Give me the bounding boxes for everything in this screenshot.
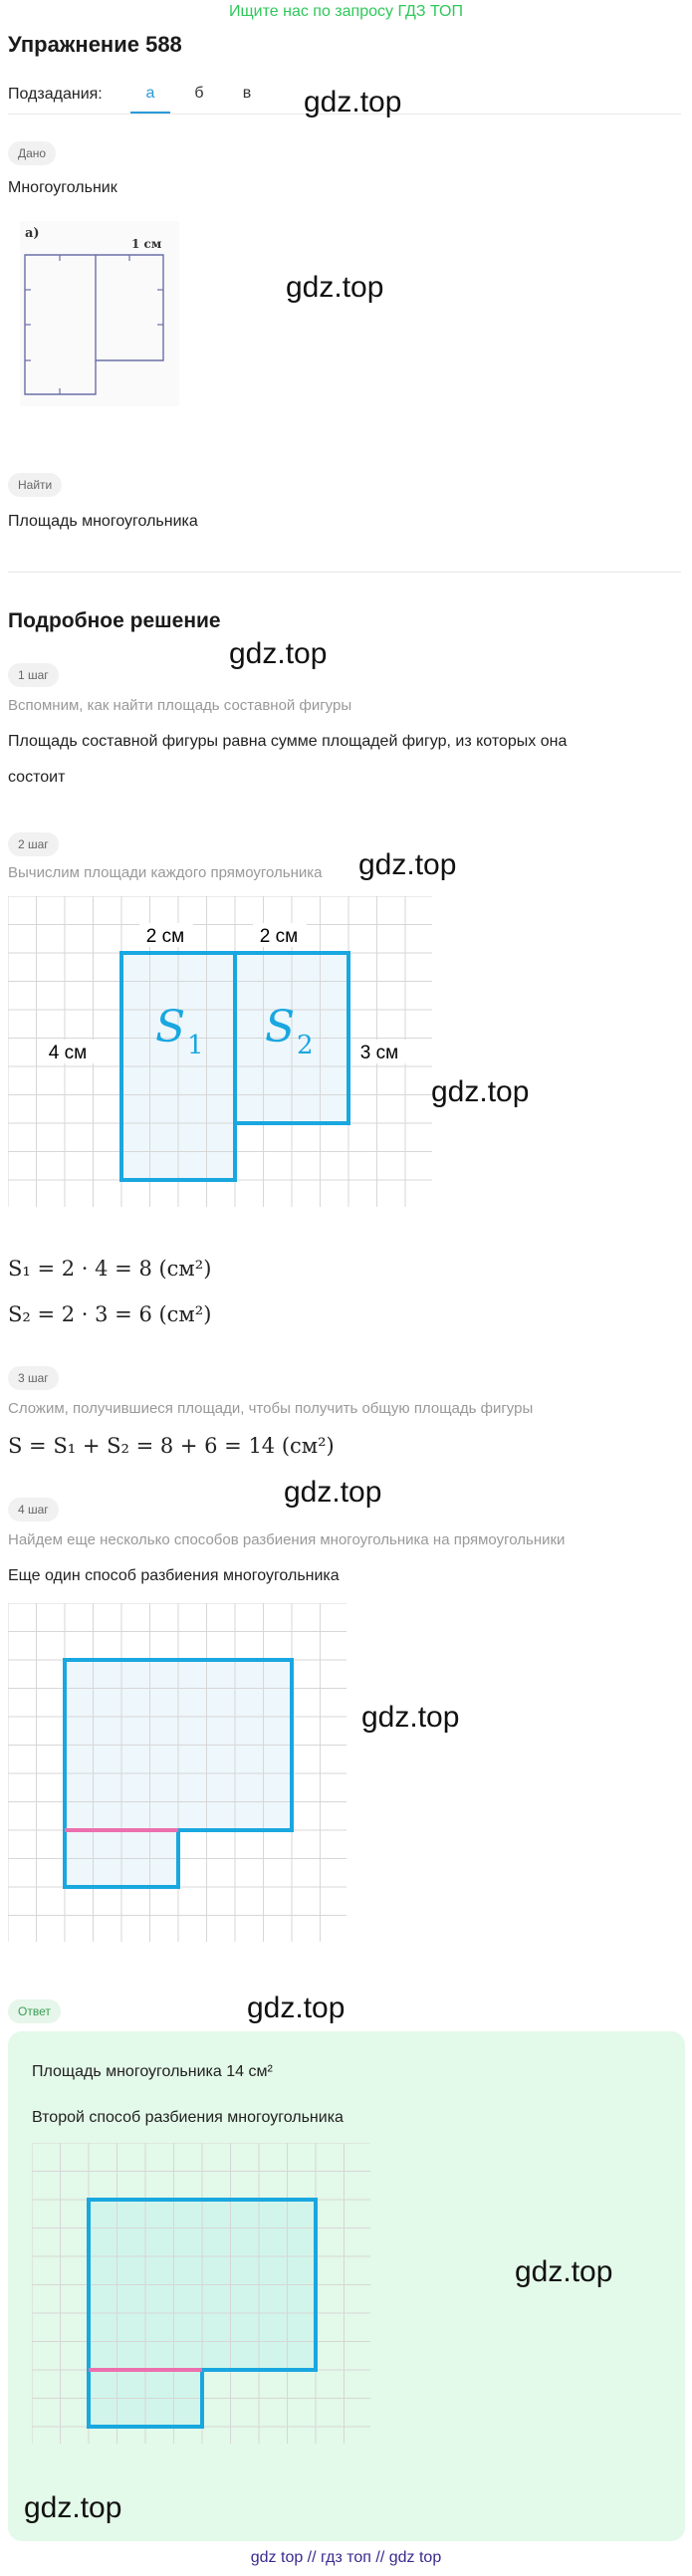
answer-line2: Второй способ разбиения многоугольника [32,2109,344,2126]
solution-heading: Подробное решение [8,609,221,632]
footer-links[interactable]: gdz top // гдз топ // gdz top [250,2549,442,2566]
find-text: Площадь многоугольника [8,513,198,530]
step1-text-line2: состоит [8,769,66,786]
s1-label: S [155,1002,186,1053]
given-text: Многоугольник [8,179,117,196]
watermark: gdz.top [431,1075,530,1108]
step4-hint: Найдем еще несколько способов разбиения многоугольника на прямоугольники [8,1531,566,1548]
answer-line1: Площадь многоугольника 14 см² [32,2063,273,2080]
find-badge: Найти [8,473,62,497]
watermark: gdz.top [358,848,457,881]
watermark: gdz.top [284,1476,382,1509]
eq-s2: S₂ = 2 · 3 = 6 (см²) [8,1302,212,1326]
step2-hint: Вычислим площади каждого прямоугольника [8,864,323,881]
watermark: gdz.top [304,86,402,118]
watermark: gdz.top [247,1991,346,2024]
eq-s1: S₁ = 2 · 4 = 8 (см²) [8,1257,212,1281]
step2-grid-figure [8,896,432,1207]
page-title: Упражнение 588 [8,32,182,57]
divider [8,572,681,573]
label-top-left: 2 см [145,926,185,947]
watermark: gdz.top [286,271,384,304]
watermark: gdz.top [361,1701,460,1734]
watermark: gdz.top [24,2491,122,2524]
s2-sub: 2 [297,1031,314,1060]
tab-b[interactable]: б [194,85,204,102]
s2-label: S [265,1002,296,1053]
step3-hint: Сложим, получившиеся площади, чтобы получить общую площадь фигуры [8,1400,534,1417]
step1-hint: Вспомним, как найти площадь составной фигуры [8,697,352,714]
tab-a[interactable]: а [130,76,170,114]
label-left: 4 см [48,1043,88,1063]
watermark: gdz.top [229,637,328,670]
step4-badge: 4 шаг [8,1498,59,1522]
step1-text-line1: Площадь составной фигуры равна сумме площадей фигур, из которых она [8,733,568,750]
subtasks-label: Подзадания: [8,86,103,103]
label-top-right: 2 см [259,926,299,947]
answer-badge: Ответ [8,1999,61,2023]
given-badge: Дано [8,141,56,165]
watermark: gdz.top [515,2255,613,2288]
given-figure [20,221,179,406]
step4-text: Еще один способ разбиения многоугольника [8,1567,340,1584]
top-banner[interactable]: Ищите нас по запросу ГДЗ ТОП [229,3,463,20]
figure-label: а) [25,226,40,241]
tab-v[interactable]: в [242,85,252,102]
eq-total: S = S₁ + S₂ = 8 + 6 = 14 (см²) [8,1434,335,1458]
step2-badge: 2 шаг [8,832,59,856]
step3-badge: 3 шаг [8,1366,59,1390]
answer-grid-figure [32,2143,370,2444]
label-right: 3 см [359,1043,399,1063]
s1-sub: 1 [187,1031,204,1060]
step1-badge: 1 шаг [8,663,59,687]
scale-label: 1 см [131,237,162,251]
step4-grid-figure [8,1603,346,1942]
